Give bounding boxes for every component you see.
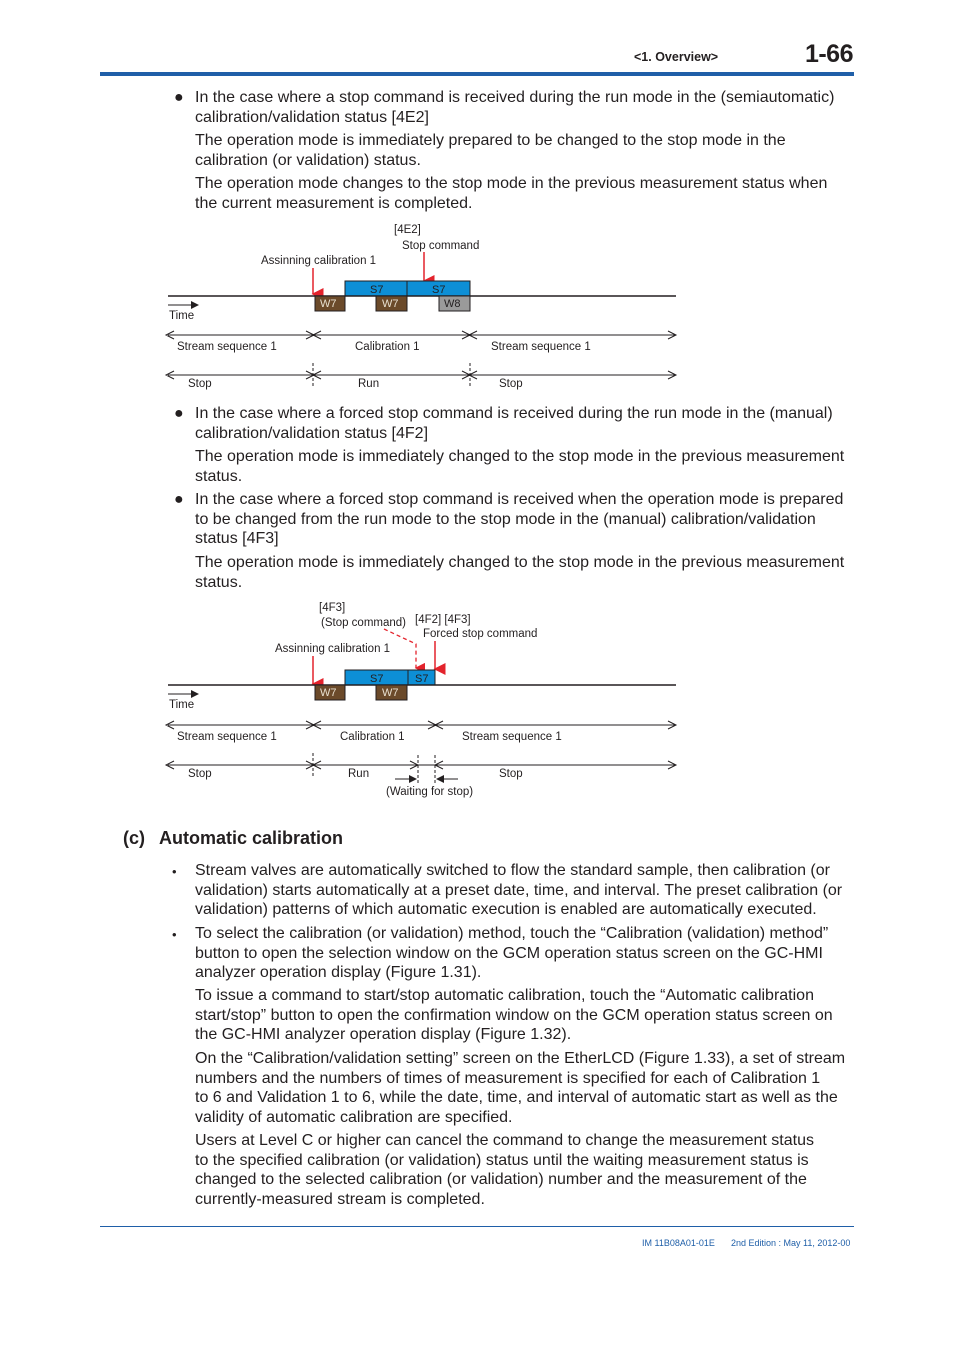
time-label: Time bbox=[169, 699, 195, 711]
s7-label: S7 bbox=[415, 673, 429, 685]
footer-rule bbox=[100, 1226, 854, 1227]
tag-4f3: [4F3] bbox=[319, 602, 346, 614]
s7-label: S7 bbox=[370, 284, 384, 296]
bullet-marker: • bbox=[172, 864, 177, 879]
bullet-marker: ● bbox=[174, 491, 184, 508]
seq-mid-label: Calibration 1 bbox=[340, 731, 405, 743]
seq-mid-label: Calibration 1 bbox=[355, 341, 420, 353]
w7-label: W7 bbox=[320, 687, 337, 699]
s7-label: S7 bbox=[370, 673, 384, 685]
bullet-marker: • bbox=[172, 927, 177, 942]
tag-4e2: [4E2] bbox=[394, 224, 421, 236]
seq-left-label: Stream sequence 1 bbox=[177, 341, 277, 353]
section-title: <1. Overview> bbox=[634, 50, 719, 64]
mode-run-label: Run bbox=[358, 378, 380, 390]
bullet-4e2: In the case where a stop command is received during the run mode in the (semiautomatic) calibration/validation status [4E2] bbox=[195, 89, 835, 126]
paragraph: The operation mode is immediately changed to the stop mode in the previous measurement status. bbox=[195, 554, 845, 591]
w7-label: W7 bbox=[382, 687, 399, 699]
time-label: Time bbox=[169, 310, 195, 322]
w8-label: W8 bbox=[444, 298, 461, 310]
s7-label: S7 bbox=[432, 284, 446, 296]
assigning-label: Assinning calibration 1 bbox=[261, 255, 377, 267]
bullet-marker: ● bbox=[174, 405, 184, 422]
stop-command-label: Stop command bbox=[402, 240, 480, 252]
list-item: To select the calibration (or validation) method, touch the “Calibration (validation) method” button to open the selection window on the GCM operation status screen on the GC-HMI analyzer operation display (Figure 1.31). bbox=[195, 925, 829, 981]
header-rule bbox=[100, 72, 854, 76]
waiting-label: (Waiting for stop) bbox=[386, 786, 474, 798]
w7-label: W7 bbox=[320, 298, 337, 310]
w7-label: W7 bbox=[382, 298, 399, 310]
timing-diagram-4e2 bbox=[0, 220, 954, 400]
section-title: Automatic calibration bbox=[159, 828, 344, 848]
section-label: (c) bbox=[123, 828, 145, 848]
tag-4f2-4f3: [4F2] [4F3] bbox=[415, 614, 471, 626]
paragraph: The operation mode changes to the stop mode in the previous measurement status when the current measurement is completed. bbox=[195, 175, 828, 212]
bullet-4f2: In the case where a forced stop command is received during the run mode in the (manual) calibration/validation status [4F2] bbox=[195, 405, 833, 442]
assigning-label: Assinning calibration 1 bbox=[275, 643, 391, 655]
bullet-4f3: In the case where a forced stop command is received when the operation mode is prepared to be changed from the run mode to the stop mode in the (manual) calibration/validation status [4F3] bbox=[195, 491, 844, 547]
mode-stop-label: Stop bbox=[188, 768, 212, 780]
timing-diagram-4f2-4f3 bbox=[0, 598, 954, 803]
mode-stop-label: Stop bbox=[499, 768, 523, 780]
seq-right-label: Stream sequence 1 bbox=[462, 731, 562, 743]
paragraph: Users at Level C or higher can cancel the command to change the measurement status to the specified calibration (or validation) status until the waiting measurement status is changed to the selected calibration (or validation) number and the measurement of the currently-measured stream is completed. bbox=[195, 1132, 814, 1208]
edition: 2nd Edition : May 11, 2012-00 bbox=[731, 1238, 851, 1248]
stop-command-label: (Stop command) bbox=[321, 617, 407, 629]
mode-stop-label: Stop bbox=[188, 378, 212, 390]
seq-left-label: Stream sequence 1 bbox=[177, 731, 277, 743]
paragraph: The operation mode is immediately prepared to be changed to the stop mode in the calibration (or validation) status. bbox=[195, 132, 786, 169]
forced-stop-label: Forced stop command bbox=[423, 628, 538, 640]
mode-stop-label: Stop bbox=[499, 378, 523, 390]
doc-id: IM 11B08A01-01E bbox=[642, 1238, 715, 1248]
paragraph: On the “Calibration/validation setting” screen on the EtherLCD (Figure 1.33), a set of stream numbers and the numbers of times of measurement is specified for each of Calibration 1 to 6 and Validation 1 to 6, while the date, time, and interval of automatic start as well as the validity of automatic calibration are specified. bbox=[195, 1050, 846, 1126]
mode-run-label: Run bbox=[348, 768, 370, 780]
bullet-marker: ● bbox=[174, 89, 184, 106]
paragraph: The operation mode is immediately changed to the stop mode in the previous measurement status. bbox=[195, 448, 845, 485]
section-heading bbox=[123, 828, 343, 849]
page-number: 1-66 bbox=[804, 40, 853, 68]
paragraph: To issue a command to start/stop automatic calibration, touch the “Automatic calibration start/stop” button to open the confirmation window on the GCM operation status screen on the GC-HMI analyzer operation display (Figure 1.32). bbox=[195, 987, 833, 1043]
list-item: Stream valves are automatically switched to flow the standard sample, then calibration (or validation) starts automatically at a preset date, time, and interval. The preset calibration (or validation) patterns of which automatic execution is enabled are automatically executed. bbox=[195, 862, 843, 918]
seq-right-label: Stream sequence 1 bbox=[491, 341, 591, 353]
